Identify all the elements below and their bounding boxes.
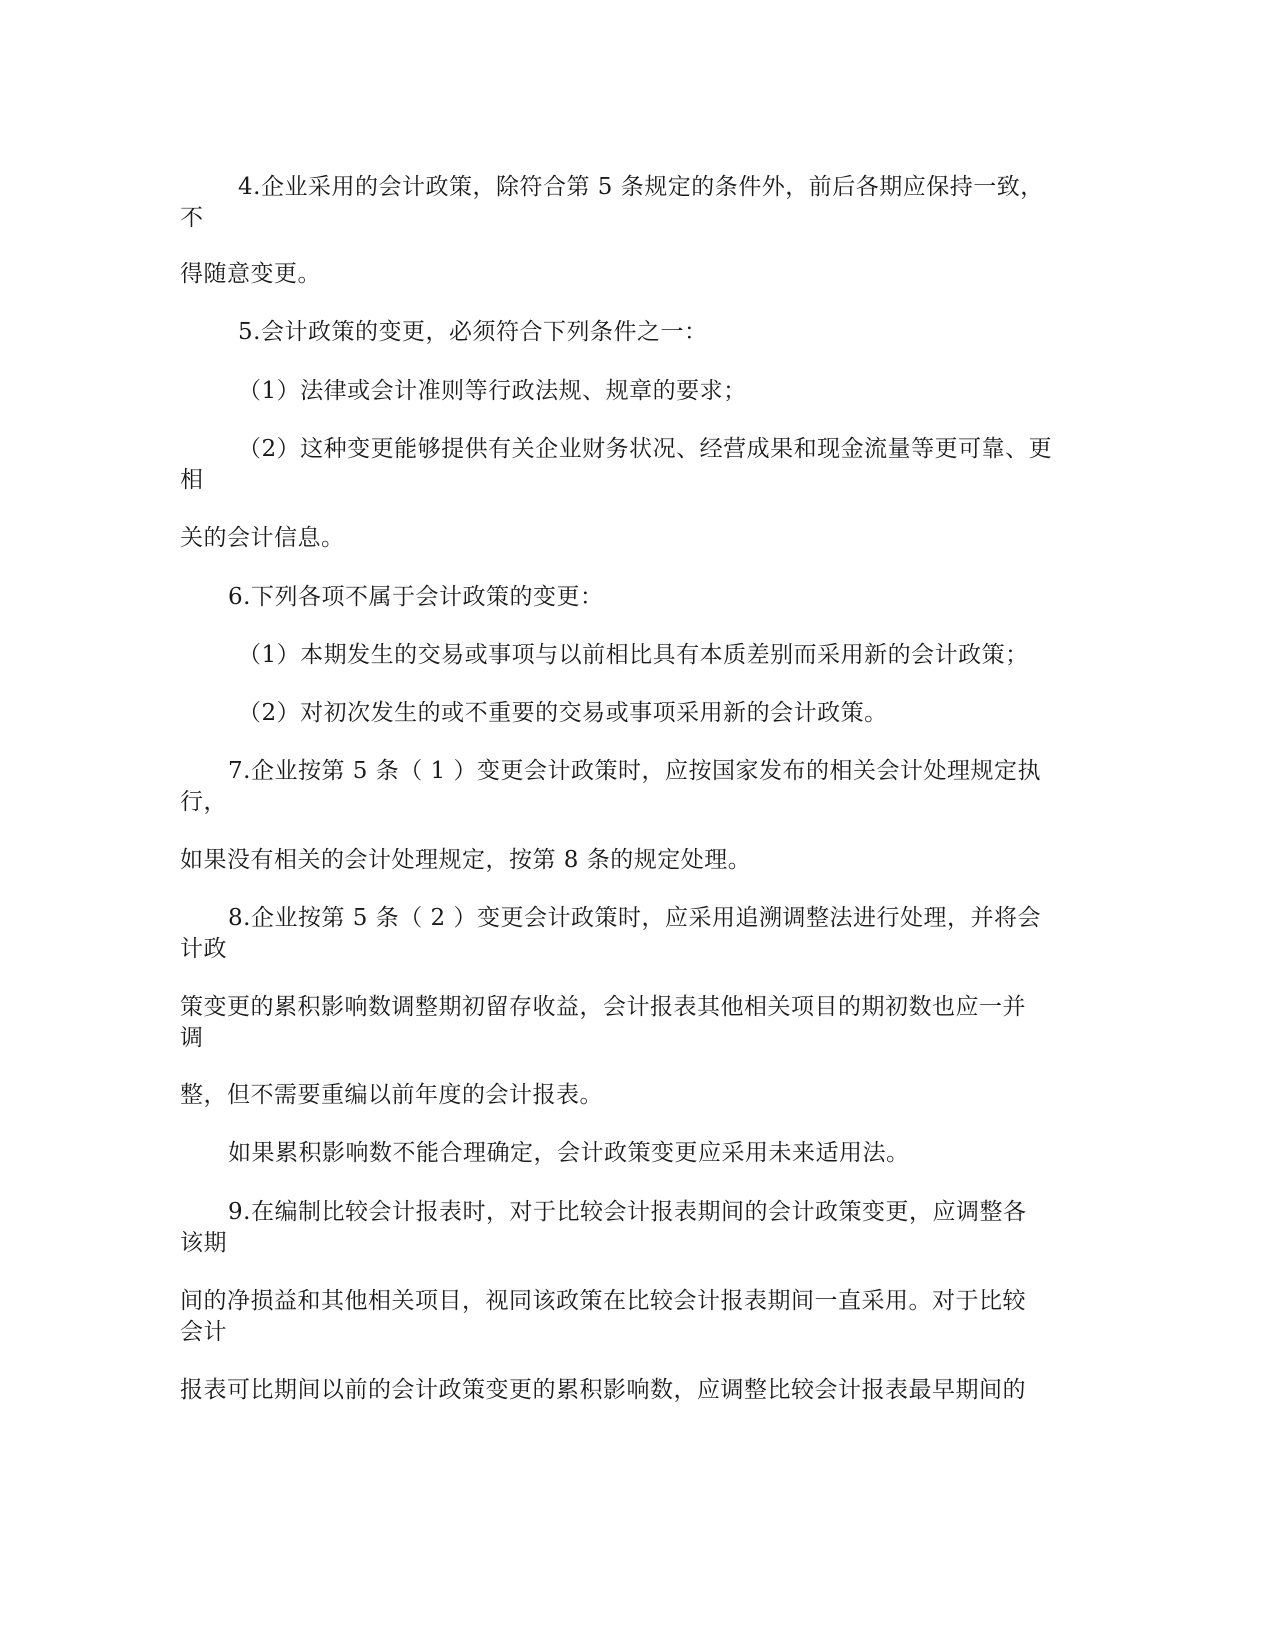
paragraph-8-line-1: 8.企业按第 5 条（ 2 ）变更会计政策时，应采用追溯调整法进行处理，并将会 <box>228 905 1041 931</box>
paragraph-8-line-5: 整，但不需要重编以前年度的会计报表。 <box>180 1082 603 1108</box>
paragraph-8-note: 如果累积影响数不能合理确定，会计政策变更应采用未来适用法。 <box>228 1140 910 1166</box>
paragraph-5-heading: 5.会计政策的变更，必须符合下列条件之一： <box>238 319 708 345</box>
paragraph-7-line-1: 7.企业按第 5 条（ 1 ）变更会计政策时，应按国家发布的相关会计处理规定执 <box>228 758 1041 784</box>
paragraph-8-line-2: 计政 <box>180 936 227 962</box>
paragraph-8-line-4: 调 <box>180 1025 204 1051</box>
paragraph-9-line-3: 间的净损益和其他相关项目，视同该政策在比较会计报表期间一直采用。对于比较 <box>180 1288 1026 1314</box>
paragraph-9-line-5: 报表可比期间以前的会计政策变更的累积影响数，应调整比较会计报表最早期间的 <box>180 1377 1026 1403</box>
paragraph-5-item-2-line-2: 相 <box>180 467 204 493</box>
paragraph-9-line-1: 9.在编制比较会计报表时，对于比较会计报表期间的会计政策变更，应调整各 <box>228 1199 1027 1225</box>
paragraph-4-line-2: 不 <box>180 205 204 231</box>
paragraph-5-item-2-line-1: （2）这种变更能够提供有关企业财务状况、经营成果和现金流量等更可靠、更 <box>238 436 1053 462</box>
paragraph-5-item-2-line-3: 关的会计信息。 <box>180 525 345 551</box>
paragraph-6-item-1: （1）本期发生的交易或事项与以前相比具有本质差别而采用新的会计政策； <box>238 642 1029 668</box>
paragraph-4-line-1: 4.企业采用的会计政策，除符合第 5 条规定的条件外，前后各期应保持一致， <box>238 174 1044 200</box>
paragraph-6-item-2: （2）对初次发生的或不重要的交易或事项采用新的会计政策。 <box>238 700 888 726</box>
paragraph-9-line-2: 该期 <box>180 1230 227 1256</box>
paragraph-8-line-3: 策变更的累积影响数调整期初留存收益，会计报表其他相关项目的期初数也应一并 <box>180 994 1026 1020</box>
paragraph-7-line-2: 行， <box>180 789 227 815</box>
paragraph-9-line-4: 会计 <box>180 1319 227 1345</box>
paragraph-5-item-1: （1）法律或会计准则等行政法规、规章的要求； <box>238 378 747 404</box>
paragraph-7-line-3: 如果没有相关的会计处理规定，按第 8 条的规定处理。 <box>180 847 752 873</box>
paragraph-4-line-3: 得随意变更。 <box>180 261 321 287</box>
paragraph-6-heading: 6.下列各项不属于会计政策的变更： <box>228 584 604 610</box>
